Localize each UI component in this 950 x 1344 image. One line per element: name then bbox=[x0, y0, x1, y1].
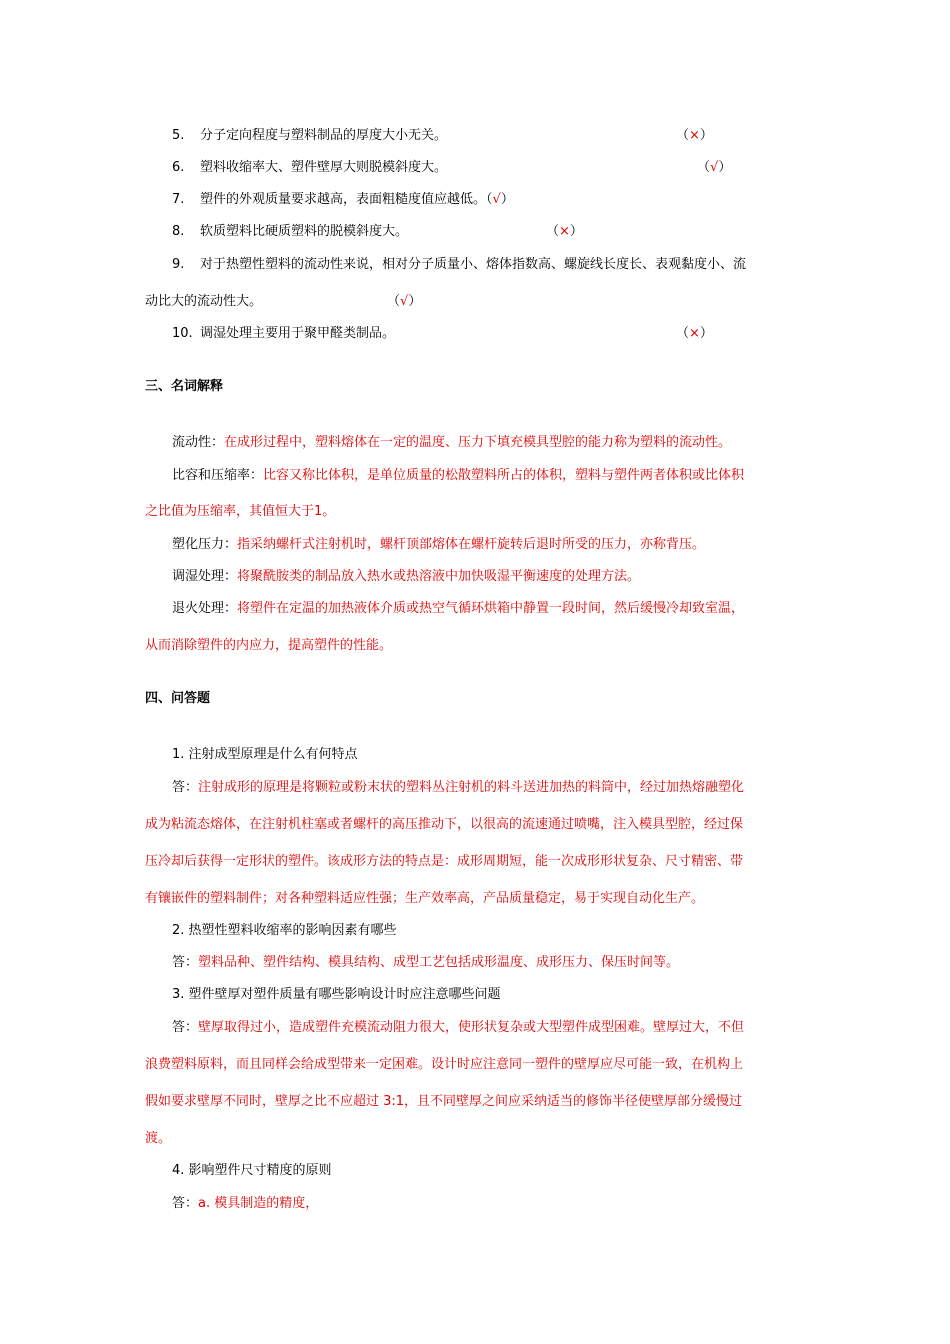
cross-mark: × bbox=[559, 224, 570, 239]
term-label: 调湿处理： bbox=[172, 569, 238, 584]
term-definition: 指采纳螺杆式注射机时，螺杆顶部熔体在螺杆旋转后退时所受的压力，亦称背压。 bbox=[237, 537, 706, 552]
question-3: 3. 塑件壁厚对塑件质量有哪些影响设计时应注意哪些问题 bbox=[172, 987, 501, 1002]
check-mark: √ bbox=[400, 294, 409, 309]
question-4: 4. 影响塑件尺寸精度的原则 bbox=[172, 1163, 332, 1178]
answer-prefix: 答： bbox=[172, 955, 199, 970]
term-definition: 将聚酰胺类的制品放入热水或热溶液中加快吸湿平衡速度的处理方法。 bbox=[237, 569, 641, 584]
item-number: 6. bbox=[172, 160, 185, 175]
answer-3-line-2: 浪费塑料原料，而且同样会给成型带来一定困难。设计时应注意同一塑件的壁厚应尽可能一致，在机构上 bbox=[145, 1057, 744, 1072]
judgement-mark-5: （×） bbox=[676, 128, 713, 143]
term-label: 比容和压缩率： bbox=[172, 468, 264, 483]
answer-prefix: 答： bbox=[172, 1196, 199, 1211]
answer-text: 注射成形的原理是将颗粒或粉末状的塑料丛注射机的料斗送进加热的料筒中，经过加热熔融塑化 bbox=[198, 780, 745, 795]
answer-3-line-3: 假如要求壁厚不同时，壁厚之比不应超过 3:1，且不同壁厚之间应采纳适当的修饰半径使壁厚部分缓慢过 bbox=[145, 1094, 743, 1109]
check-mark: √ bbox=[710, 160, 719, 175]
term-plasticizing-pressure bbox=[172, 535, 705, 555]
judgement-item-7: 7. 塑件的外观质量要求越高，表面粗糙度值应越低。（√） bbox=[172, 190, 514, 210]
item-text: 调湿处理主要用于聚甲醛类制品。 bbox=[200, 326, 396, 341]
item-number: 7. bbox=[172, 192, 185, 207]
cross-mark: × bbox=[689, 326, 700, 341]
judgement-item-5 bbox=[172, 126, 447, 146]
section-heading: 四、问答题 bbox=[145, 691, 211, 706]
term-flowability bbox=[172, 433, 731, 453]
item-number: 5. bbox=[172, 128, 185, 143]
term-definition-cont: 之比值为压缩率，其值恒大于1。 bbox=[145, 504, 336, 519]
answer-1-line-2: 成为粘流态熔体，在注射机柱塞或者螺杆的高压推动下，以很高的流速通过喷嘴，注入模具型腔，经过保 bbox=[145, 817, 744, 832]
judgement-item-9 bbox=[172, 255, 746, 275]
item-text: 动比大的流动性大。 bbox=[145, 294, 263, 309]
answer-3-line-4: 渡。 bbox=[145, 1131, 172, 1146]
judgement-item-6 bbox=[172, 158, 447, 178]
item-text: 分子定向程度与塑料制品的厚度大小无关。 bbox=[200, 128, 448, 143]
item-number: 10. bbox=[172, 326, 193, 341]
question-2: 2. 热塑性塑料收缩率的影响因素有哪些 bbox=[172, 923, 397, 938]
item-number: 9. bbox=[172, 257, 185, 272]
term-definition: 在成形过程中，塑料熔体在一定的温度、压力下填充模具型腔的能力称为塑料的流动性。 bbox=[224, 435, 732, 450]
answer-2 bbox=[172, 953, 679, 973]
judgement-item-10 bbox=[172, 324, 395, 344]
answer-1-line-4: 有镶嵌件的塑料制件；对各种塑料适应性强；生产效率高，产品质量稳定，易于实现自动化生产。 bbox=[145, 891, 705, 906]
answer-1-line-3: 压冷却后获得一定形状的塑件。该成形方法的特点是：成形周期短，能一次成形形状复杂、尺寸精密、带 bbox=[145, 854, 744, 869]
item-number: 8. bbox=[172, 224, 185, 239]
judgement-mark-8: （×） bbox=[546, 224, 583, 239]
item-text: 塑料收缩率大、塑件壁厚大则脱模斜度大。 bbox=[200, 160, 448, 175]
judgement-mark-9: （√） bbox=[387, 294, 422, 309]
term-humidity-treatment bbox=[172, 567, 640, 587]
item-text: 对于热塑性塑料的流动性来说，相对分子质量小、熔体指数高、螺旋线长度长、表观黏度小、流 bbox=[200, 257, 747, 272]
term-definition-cont: 从而消除塑件的内应力，提高塑件的性能。 bbox=[145, 638, 393, 653]
judgement-mark-6: （√） bbox=[697, 160, 732, 175]
judgement-item-8 bbox=[172, 222, 408, 242]
question-1: 1. 注射成型原理是什么有何特点 bbox=[172, 747, 358, 762]
cross-mark: × bbox=[689, 128, 700, 143]
term-specific-volume bbox=[172, 466, 744, 486]
answer-text: a. 模具制造的精度， bbox=[198, 1196, 319, 1211]
answer-4 bbox=[172, 1194, 318, 1214]
term-label: 塑化压力： bbox=[172, 537, 238, 552]
answer-3-line-1 bbox=[172, 1018, 744, 1038]
section-heading: 三、名词解释 bbox=[145, 379, 224, 394]
answer-prefix: 答： bbox=[172, 1020, 199, 1035]
item-text: 软质塑料比硬质塑料的脱模斜度大。 bbox=[200, 224, 409, 239]
answer-text: 壁厚取得过小，造成塑件充模流动阻力很大，使形状复杂或大型塑件成型困难。壁厚过大，不但 bbox=[198, 1020, 745, 1035]
term-annealing bbox=[172, 599, 744, 619]
check-mark: √ bbox=[492, 192, 501, 207]
term-definition: 比容又称比体积，是单位质量的松散塑料所占的体积，塑料与塑件两者体积或比体积 bbox=[263, 468, 745, 483]
answer-text: 塑料品种、塑件结构、模具结构、成型工艺包括成形温度、成形压力、保压时间等。 bbox=[198, 955, 680, 970]
term-definition: 将塑件在定温的加热液体介质或热空气循环烘箱中静置一段时间，然后缓慢冷却致室温， bbox=[237, 601, 745, 616]
answer-1-line-1 bbox=[172, 778, 744, 798]
judgement-mark-10: （×） bbox=[676, 326, 713, 341]
item-text: 塑件的外观质量要求越高，表面粗糙度值应越低。 bbox=[200, 192, 487, 207]
judgement-item-9-cont bbox=[145, 292, 262, 312]
term-label: 流动性： bbox=[172, 435, 225, 450]
answer-prefix: 答： bbox=[172, 780, 199, 795]
term-label: 退火处理： bbox=[172, 601, 238, 616]
